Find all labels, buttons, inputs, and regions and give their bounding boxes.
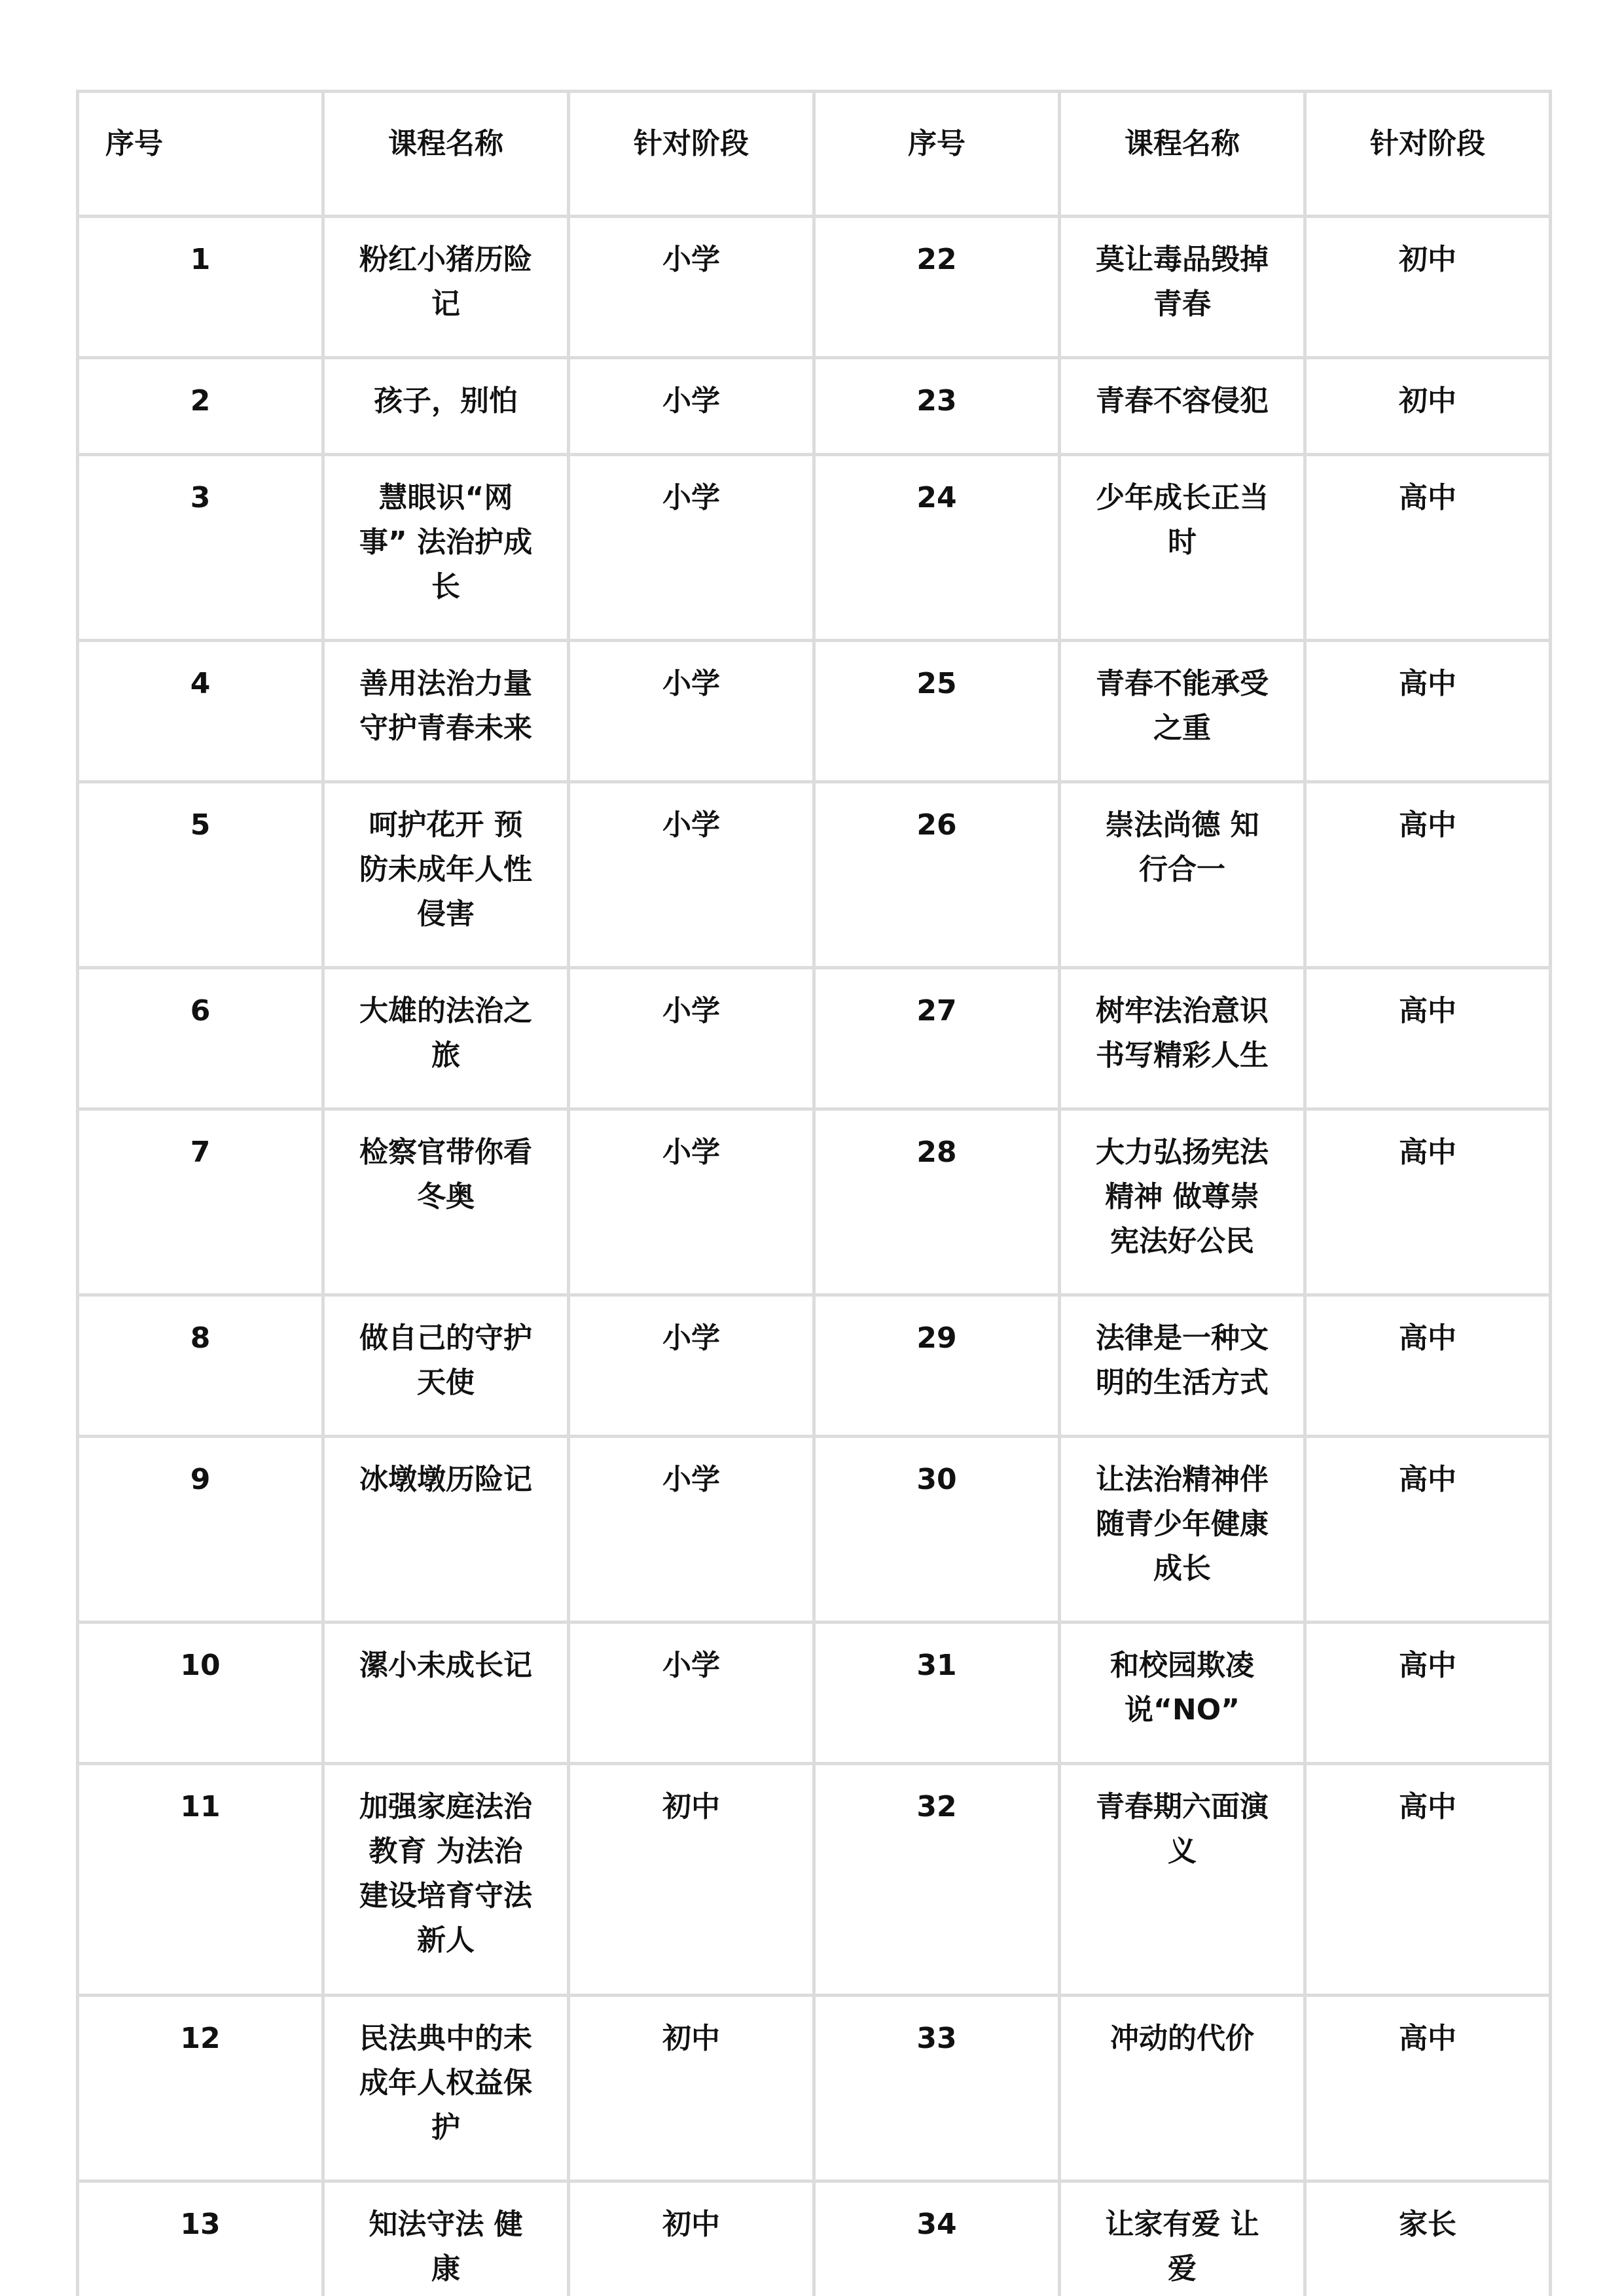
stage-cell: 初中 bbox=[1305, 358, 1551, 455]
table-row bbox=[78, 1623, 1551, 1764]
table-row bbox=[78, 217, 1551, 358]
serial-cell: 30 bbox=[814, 1437, 1060, 1623]
table-row bbox=[78, 1764, 1551, 1996]
stage-cell: 高中 bbox=[1305, 782, 1551, 968]
course-name-cell: 青春期六面演义 bbox=[1060, 1764, 1305, 1996]
course-name-cell: 慧眼识“网事” 法治护成长 bbox=[323, 455, 569, 641]
stage-cell: 高中 bbox=[1305, 1437, 1551, 1623]
serial-cell: 5 bbox=[78, 782, 323, 968]
course-name-cell: 大力弘扬宪法精神 做尊崇宪法好公民 bbox=[1060, 1109, 1305, 1295]
course-name-cell: 莫让毒品毁掉青春 bbox=[1060, 217, 1305, 358]
stage-cell: 高中 bbox=[1305, 968, 1551, 1109]
course-name-cell: 冰墩墩历险记 bbox=[323, 1437, 569, 1623]
stage-cell: 高中 bbox=[1305, 1109, 1551, 1295]
course-name-cell: 加强家庭法治教育 为法治建设培育守法新人 bbox=[323, 1764, 569, 1996]
serial-cell: 23 bbox=[814, 358, 1060, 455]
table-row bbox=[78, 455, 1551, 641]
serial-cell: 2 bbox=[78, 358, 323, 455]
course-name-cell: 呵护花开 预防未成年人性侵害 bbox=[323, 782, 569, 968]
serial-cell: 13 bbox=[78, 2181, 323, 2296]
course-name-cell: 让家有爱 让爱 bbox=[1060, 2181, 1305, 2296]
table-row bbox=[78, 968, 1551, 1109]
course-name-cell: 检察官带你看冬奥 bbox=[323, 1109, 569, 1295]
header-course-name-left: 课程名称 bbox=[323, 92, 569, 217]
course-name-cell: 善用法治力量守护青春未来 bbox=[323, 641, 569, 782]
serial-cell: 27 bbox=[814, 968, 1060, 1109]
course-name-cell: 民法典中的未成年人权益保护 bbox=[323, 1996, 569, 2181]
stage-cell: 初中 bbox=[1305, 217, 1551, 358]
stage-cell: 初中 bbox=[569, 1764, 814, 1996]
table-row bbox=[78, 358, 1551, 455]
stage-cell: 小学 bbox=[569, 217, 814, 358]
stage-cell: 小学 bbox=[569, 1623, 814, 1764]
serial-cell: 6 bbox=[78, 968, 323, 1109]
stage-cell: 小学 bbox=[569, 358, 814, 455]
serial-cell: 10 bbox=[78, 1623, 323, 1764]
serial-cell: 32 bbox=[814, 1764, 1060, 1996]
serial-cell: 25 bbox=[814, 641, 1060, 782]
serial-cell: 28 bbox=[814, 1109, 1060, 1295]
course-name-cell: 树牢法治意识书写精彩人生 bbox=[1060, 968, 1305, 1109]
stage-cell: 小学 bbox=[569, 455, 814, 641]
serial-cell: 1 bbox=[78, 217, 323, 358]
stage-cell: 高中 bbox=[1305, 1764, 1551, 1996]
stage-cell: 高中 bbox=[1305, 1623, 1551, 1764]
header-stage-right: 针对阶段 bbox=[1305, 92, 1551, 217]
stage-cell: 高中 bbox=[1305, 1996, 1551, 2181]
course-name-cell: 做自己的守护天使 bbox=[323, 1295, 569, 1437]
header-serial-right: 序号 bbox=[814, 92, 1060, 217]
course-name-cell: 和校园欺凌说“NO” bbox=[1060, 1623, 1305, 1764]
stage-cell: 小学 bbox=[569, 782, 814, 968]
table-row bbox=[78, 782, 1551, 968]
table-row bbox=[78, 1109, 1551, 1295]
course-name-cell: 青春不容侵犯 bbox=[1060, 358, 1305, 455]
stage-cell: 小学 bbox=[569, 1295, 814, 1437]
serial-cell: 33 bbox=[814, 1996, 1060, 2181]
stage-cell: 初中 bbox=[569, 1996, 814, 2181]
header-stage-left: 针对阶段 bbox=[569, 92, 814, 217]
header-course-name-right: 课程名称 bbox=[1060, 92, 1305, 217]
serial-cell: 11 bbox=[78, 1764, 323, 1996]
table-row bbox=[78, 1437, 1551, 1623]
course-name-cell: 崇法尚德 知行合一 bbox=[1060, 782, 1305, 968]
stage-cell: 小学 bbox=[569, 1437, 814, 1623]
table-header-row bbox=[78, 92, 1551, 217]
table-row bbox=[78, 1295, 1551, 1437]
course-name-cell: 冲动的代价 bbox=[1060, 1996, 1305, 2181]
course-table bbox=[76, 90, 1552, 2296]
stage-cell: 家长 bbox=[1305, 2181, 1551, 2296]
serial-cell: 24 bbox=[814, 455, 1060, 641]
stage-cell: 高中 bbox=[1305, 641, 1551, 782]
serial-cell: 31 bbox=[814, 1623, 1060, 1764]
table-row bbox=[78, 2181, 1551, 2296]
serial-cell: 29 bbox=[814, 1295, 1060, 1437]
serial-cell: 26 bbox=[814, 782, 1060, 968]
serial-cell: 34 bbox=[814, 2181, 1060, 2296]
table-row bbox=[78, 1996, 1551, 2181]
course-name-cell: 知法守法 健康 bbox=[323, 2181, 569, 2296]
table-row bbox=[78, 641, 1551, 782]
stage-cell: 小学 bbox=[569, 1109, 814, 1295]
serial-cell: 3 bbox=[78, 455, 323, 641]
course-name-cell: 青春不能承受之重 bbox=[1060, 641, 1305, 782]
course-name-cell: 粉红小猪历险记 bbox=[323, 217, 569, 358]
course-name-cell: 漯小未成长记 bbox=[323, 1623, 569, 1764]
serial-cell: 9 bbox=[78, 1437, 323, 1623]
course-name-cell: 孩子，别怕 bbox=[323, 358, 569, 455]
serial-cell: 4 bbox=[78, 641, 323, 782]
stage-cell: 高中 bbox=[1305, 455, 1551, 641]
stage-cell: 小学 bbox=[569, 968, 814, 1109]
serial-cell: 22 bbox=[814, 217, 1060, 358]
header-serial-left: 序号 bbox=[78, 92, 323, 217]
course-name-cell: 大雄的法治之旅 bbox=[323, 968, 569, 1109]
course-name-cell: 法律是一种文明的生活方式 bbox=[1060, 1295, 1305, 1437]
stage-cell: 高中 bbox=[1305, 1295, 1551, 1437]
serial-cell: 8 bbox=[78, 1295, 323, 1437]
stage-cell: 小学 bbox=[569, 641, 814, 782]
serial-cell: 12 bbox=[78, 1996, 323, 2181]
course-name-cell: 少年成长正当时 bbox=[1060, 455, 1305, 641]
stage-cell: 初中 bbox=[569, 2181, 814, 2296]
serial-cell: 7 bbox=[78, 1109, 323, 1295]
course-name-cell: 让法治精神伴随青少年健康成长 bbox=[1060, 1437, 1305, 1623]
